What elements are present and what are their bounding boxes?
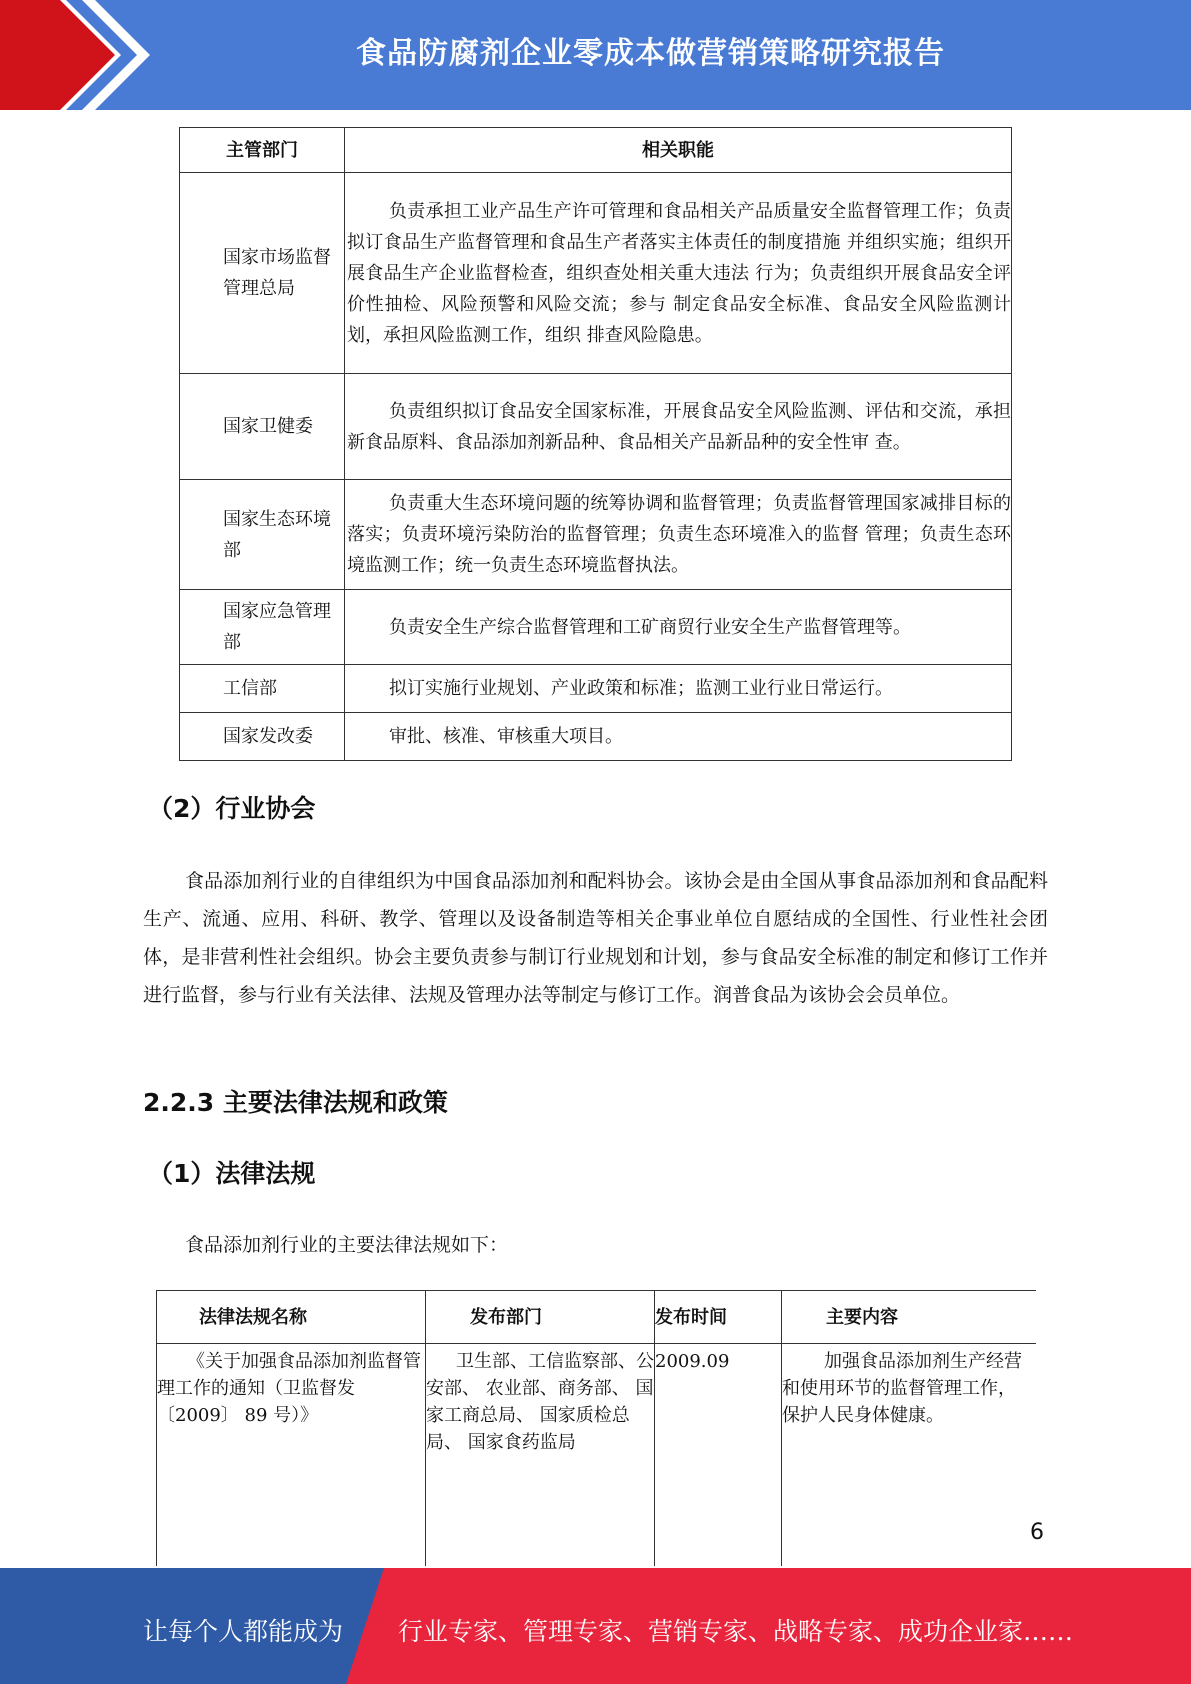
page-number: 6 <box>1030 1520 1044 1545</box>
table-row <box>180 590 1012 665</box>
dept-cell: 国家应急管理部 <box>180 590 345 665</box>
dept-cell: 国家市场监督管理总局 <box>180 173 345 374</box>
sub-heading: （1）法律法规 <box>148 1159 316 1188</box>
duty-cell: 负责组织拟订食品安全国家标准，开展食品安全风险监测、评估和交流，承担新食品原料、食品添加剂新品种、食品相关产品新品种的安全性审 查。 <box>345 374 1012 480</box>
regulators-table <box>179 127 1012 761</box>
column-header: 相关职能 <box>345 128 1012 173</box>
column-header: 主管部门 <box>180 128 345 173</box>
table-row <box>180 665 1012 713</box>
duty-cell: 负责重大生态环境问题的统筹协调和监督管理；负责监督管理国家减排目标的落实；负责环境污染防治的监督管理；负责生态环境准入的监督 管理；负责生态环境监测工作；统一负责生态环境监督执法。 <box>345 480 1012 590</box>
section-heading: （2）行业协会 <box>148 794 316 823</box>
association-paragraph: 食品添加剂行业的自律组织为中国食品添加剂和配料协会。该协会是由全国从事食品添加剂和食品配料生产、流通、应用、科研、教学、管理以及设备制造等相关企事业单位自愿结成的全国性、行业性社会团体，是非营利性社会组织。协会主要负责参与制订行业规划和计划，参与食品安全标准的制定和修订工作并进行监督，参与行业有关法律、法规及管理办法等制定与修订工作。润普食品为该协会会员单位。 <box>143 870 1048 1006</box>
laws-intro: 食品添加剂行业的主要法律法规如下： <box>185 1234 509 1256</box>
table-row <box>180 713 1012 761</box>
column-header: 主要内容 <box>782 1291 1037 1344</box>
footer-slogan-right: 行业专家、管理专家、营销专家、战略专家、成功企业家…… <box>398 1617 1074 1646</box>
column-header: 发布时间 <box>655 1291 782 1344</box>
dept-cell: 国家生态环境部 <box>180 480 345 590</box>
law-name-cell: 《关于加强食品添加剂监督管理工作的通知（卫监督发〔2009〕 89 号）》 <box>157 1344 426 1567</box>
dept-cell: 国家发改委 <box>180 713 345 761</box>
table-header-row <box>157 1291 1037 1344</box>
law-content-cell: 加强食品添加剂生产经营和使用环节的监督管理工作， 保护人民身体健康。 <box>782 1344 1037 1567</box>
table-row <box>180 480 1012 590</box>
law-dept-cell: 卫生部、工信监察部、公安部、 农业部、商务部、 国家工商总局、 国家质检总局、 国家食药监局 <box>426 1344 655 1567</box>
dept-cell: 国家卫健委 <box>180 374 345 480</box>
column-header: 法律法规名称 <box>157 1291 426 1344</box>
duty-cell: 拟订实施行业规划、产业政策和标准；监测工业行业日常运行。 <box>345 665 1012 713</box>
table-row <box>180 374 1012 480</box>
dept-cell: 工信部 <box>180 665 345 713</box>
header-arrow-shape <box>0 0 150 110</box>
section-heading: 2.2.3 主要法律法规和政策 <box>143 1088 448 1117</box>
law-date-cell: 2009.09 <box>655 1344 782 1567</box>
table-header-row <box>180 128 1012 173</box>
duty-cell: 审批、核准、审核重大项目。 <box>345 713 1012 761</box>
footer-slogan-left: 让每个人都能成为 <box>143 1617 344 1646</box>
duty-cell: 负责安全生产综合监督管理和工矿商贸行业安全生产监督管理等。 <box>345 590 1012 665</box>
report-title: 食品防腐剂企业零成本做营销策略研究报告 <box>356 36 945 71</box>
column-header: 发布部门 <box>426 1291 655 1344</box>
laws-table <box>156 1290 1036 1566</box>
table-row <box>180 173 1012 374</box>
table-row <box>157 1344 1037 1567</box>
duty-cell: 负责承担工业产品生产许可管理和食品相关产品质量安全监督管理工作；负责拟订食品生产监督管理和食品生产者落实主体责任的制度措施 并组织实施；组织开展食品生产企业监督检查，组织查处相关重大违法 行为；负责组织开展食品安全评价性抽检、风险预警和风险交流；参与 制定食品安全标准、食品安全风险监测计划，承担风险监测工作，组织 排查风险隐患。 <box>345 173 1012 374</box>
